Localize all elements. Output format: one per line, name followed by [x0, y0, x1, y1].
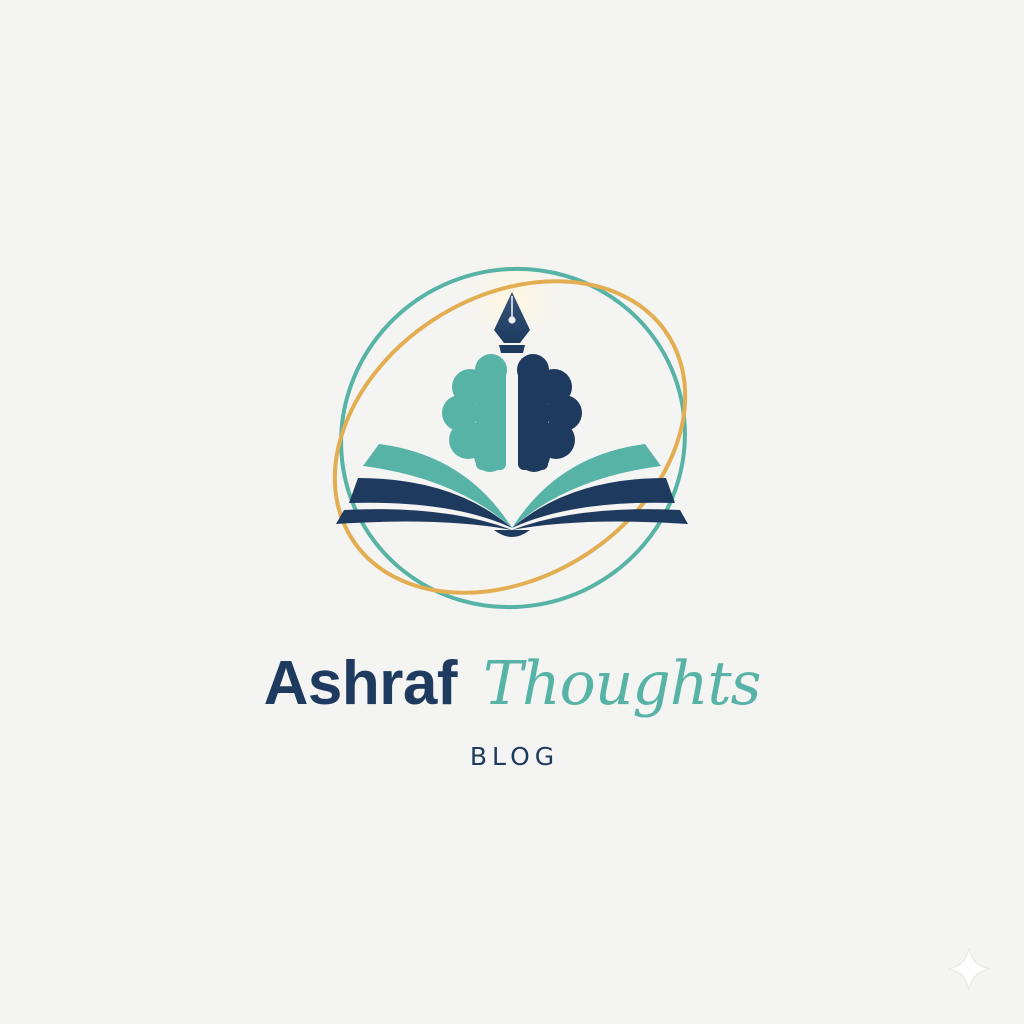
logo-emblem — [310, 250, 710, 630]
sparkle-icon — [946, 946, 992, 992]
tagline: BLOG — [469, 742, 560, 771]
title-name-part: Ashraf — [263, 649, 457, 718]
open-book-icon — [336, 444, 688, 537]
blog-title — [0, 648, 1024, 748]
brain-icon — [442, 354, 582, 472]
title-script-part: Thoughts — [483, 649, 761, 719]
